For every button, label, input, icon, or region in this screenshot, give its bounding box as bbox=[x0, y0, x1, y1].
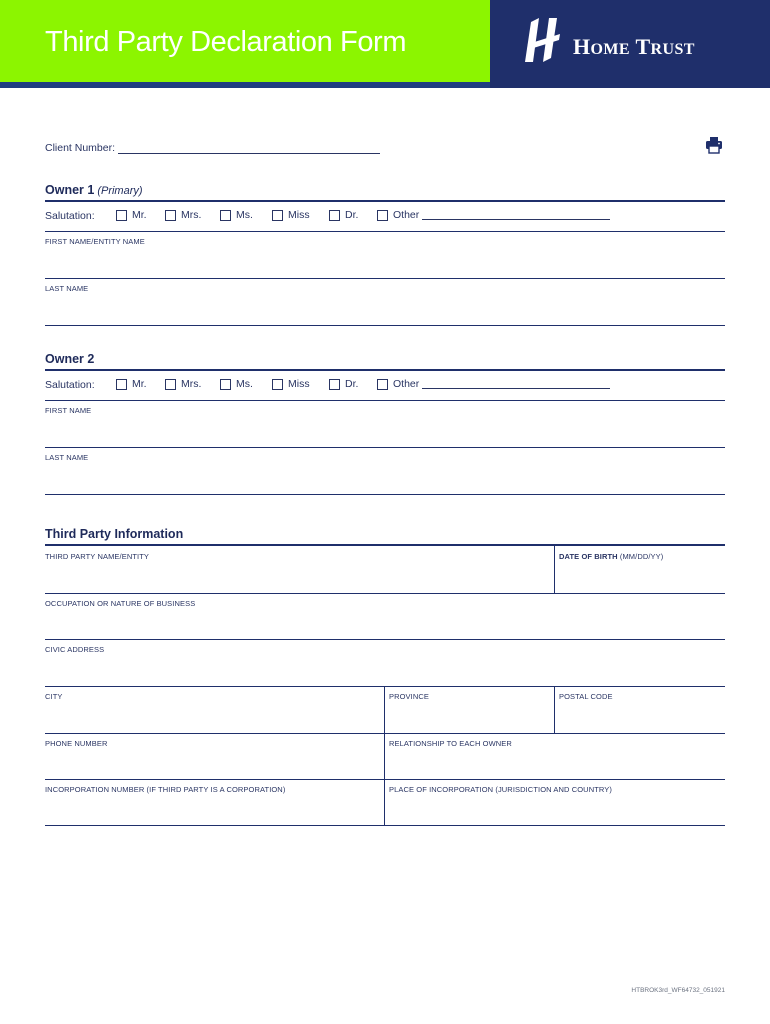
owner2-option-mr[interactable] bbox=[116, 378, 147, 390]
phone-field[interactable] bbox=[45, 734, 384, 779]
owner1-salutation-label: Salutation: bbox=[45, 210, 95, 222]
postal-code-label: POSTAL CODE bbox=[559, 692, 613, 701]
dob-label-format: (MM/DD/YY) bbox=[617, 552, 664, 561]
owner1-option-mr[interactable] bbox=[116, 209, 147, 221]
checkbox[interactable] bbox=[377, 210, 388, 221]
brand-wordmark bbox=[573, 34, 695, 60]
owner1-title: Owner 1 bbox=[45, 183, 95, 197]
checkbox[interactable] bbox=[377, 379, 388, 390]
checkbox[interactable] bbox=[272, 210, 283, 221]
option-label: Mrs. bbox=[181, 209, 202, 221]
province-field[interactable] bbox=[385, 687, 554, 733]
owner1-subtitle: (Primary) bbox=[97, 185, 143, 197]
brand-rest-ome: OME bbox=[590, 41, 630, 58]
owner2-option-miss[interactable] bbox=[272, 378, 310, 390]
brand-rest-rust: RUST bbox=[650, 41, 695, 58]
owner2-option-other[interactable] bbox=[377, 378, 610, 390]
checkbox[interactable] bbox=[116, 379, 127, 390]
owner1-option-ms[interactable] bbox=[220, 209, 253, 221]
owner2-heading bbox=[45, 352, 94, 366]
owner1-option-mrs[interactable] bbox=[165, 209, 201, 221]
relationship-label: RELATIONSHIP TO EACH OWNER bbox=[389, 739, 512, 748]
occupation-label: OCCUPATION OR NATURE OF BUSINESS bbox=[45, 599, 196, 608]
page-header bbox=[0, 0, 770, 88]
option-label: Other bbox=[393, 209, 420, 221]
relationship-field[interactable] bbox=[385, 734, 725, 779]
client-number-row bbox=[45, 142, 380, 154]
owner2-salutation-label: Salutation: bbox=[45, 379, 95, 391]
city-label: CITY bbox=[45, 692, 63, 701]
owner1-option-other[interactable] bbox=[377, 209, 610, 221]
home-trust-logo-icon bbox=[522, 16, 564, 64]
owner1-salutation-row bbox=[45, 209, 725, 225]
owner1-first-name-label: FIRST NAME/ENTITY NAME bbox=[45, 237, 145, 246]
header-underline bbox=[0, 82, 490, 88]
option-label: Miss bbox=[288, 378, 310, 390]
civic-address-label: CIVIC ADDRESS bbox=[45, 645, 105, 654]
incorporation-number-field[interactable] bbox=[45, 780, 384, 825]
checkbox[interactable] bbox=[116, 210, 127, 221]
incorporation-place-field[interactable] bbox=[385, 780, 725, 825]
owner1-last-name-underline bbox=[45, 325, 725, 326]
owner2-last-name-underline bbox=[45, 494, 725, 495]
owner2-option-mrs[interactable] bbox=[165, 378, 201, 390]
checkbox[interactable] bbox=[165, 379, 176, 390]
option-label: Dr. bbox=[345, 378, 359, 390]
brand-letter-h: H bbox=[573, 34, 591, 59]
province-label: PROVINCE bbox=[389, 692, 429, 701]
client-number-label: Client Number: bbox=[45, 142, 116, 154]
option-label: Dr. bbox=[345, 209, 359, 221]
owner1-option-miss[interactable] bbox=[272, 209, 310, 221]
incorporation-place-label: PLACE OF INCORPORATION (JURISDICTION AND COUNTRY) bbox=[389, 785, 612, 794]
owner1-last-name-field[interactable] bbox=[45, 279, 725, 325]
owner2-first-name-field[interactable] bbox=[45, 401, 725, 447]
owner2-other-field[interactable] bbox=[422, 379, 610, 389]
owner1-last-name-label: LAST NAME bbox=[45, 284, 89, 293]
occupation-field[interactable] bbox=[45, 594, 725, 640]
owner2-option-ms[interactable] bbox=[220, 378, 253, 390]
option-label: Ms. bbox=[236, 378, 253, 390]
phone-label: PHONE NUMBER bbox=[45, 739, 108, 748]
third-party-name-field[interactable] bbox=[45, 546, 554, 593]
owner2-last-name-label: LAST NAME bbox=[45, 453, 89, 462]
owner1-other-field[interactable] bbox=[422, 210, 610, 220]
dob-label-bold: DATE OF BIRTH bbox=[559, 552, 618, 561]
form-code: HTBROK3rd_WF64732_051921 bbox=[631, 987, 725, 994]
owner1-first-name-field[interactable] bbox=[45, 232, 725, 278]
option-label: Mr. bbox=[132, 378, 147, 390]
incorporation-number-label: INCORPORATION NUMBER (IF THIRD PARTY IS A CORPORATION) bbox=[45, 785, 286, 794]
third-party-heading bbox=[45, 527, 183, 541]
third-party-name-label: THIRD PARTY NAME/ENTITY bbox=[45, 552, 149, 561]
option-label: Miss bbox=[288, 209, 310, 221]
owner2-title: Owner 2 bbox=[45, 352, 95, 366]
owner2-option-dr[interactable] bbox=[329, 378, 358, 390]
checkbox[interactable] bbox=[220, 210, 231, 221]
owner2-last-name-field[interactable] bbox=[45, 448, 725, 494]
owner1-divider bbox=[45, 200, 725, 202]
checkbox[interactable] bbox=[329, 379, 340, 390]
checkbox[interactable] bbox=[272, 379, 283, 390]
client-number-field[interactable] bbox=[118, 143, 380, 154]
checkbox[interactable] bbox=[220, 379, 231, 390]
checkbox[interactable] bbox=[329, 210, 340, 221]
owner1-option-dr[interactable] bbox=[329, 209, 358, 221]
printer-icon[interactable] bbox=[705, 136, 723, 154]
owner2-salutation-row bbox=[45, 378, 725, 394]
owner1-heading bbox=[45, 183, 143, 197]
owner2-first-name-label: FIRST NAME bbox=[45, 406, 92, 415]
civic-address-field[interactable] bbox=[45, 640, 725, 686]
third-party-title: Third Party Information bbox=[45, 527, 184, 541]
option-label: Mr. bbox=[132, 209, 147, 221]
brand-letter-t: T bbox=[635, 34, 651, 59]
option-label: Mrs. bbox=[181, 378, 202, 390]
form-title: Third Party Declaration Form bbox=[45, 26, 407, 58]
checkbox[interactable] bbox=[165, 210, 176, 221]
row6-underline bbox=[45, 825, 725, 826]
postal-code-field[interactable] bbox=[555, 687, 725, 733]
option-label: Other bbox=[393, 378, 420, 390]
dob-field[interactable] bbox=[555, 546, 725, 593]
city-field[interactable] bbox=[45, 687, 384, 733]
owner2-divider bbox=[45, 369, 725, 371]
option-label: Ms. bbox=[236, 209, 253, 221]
